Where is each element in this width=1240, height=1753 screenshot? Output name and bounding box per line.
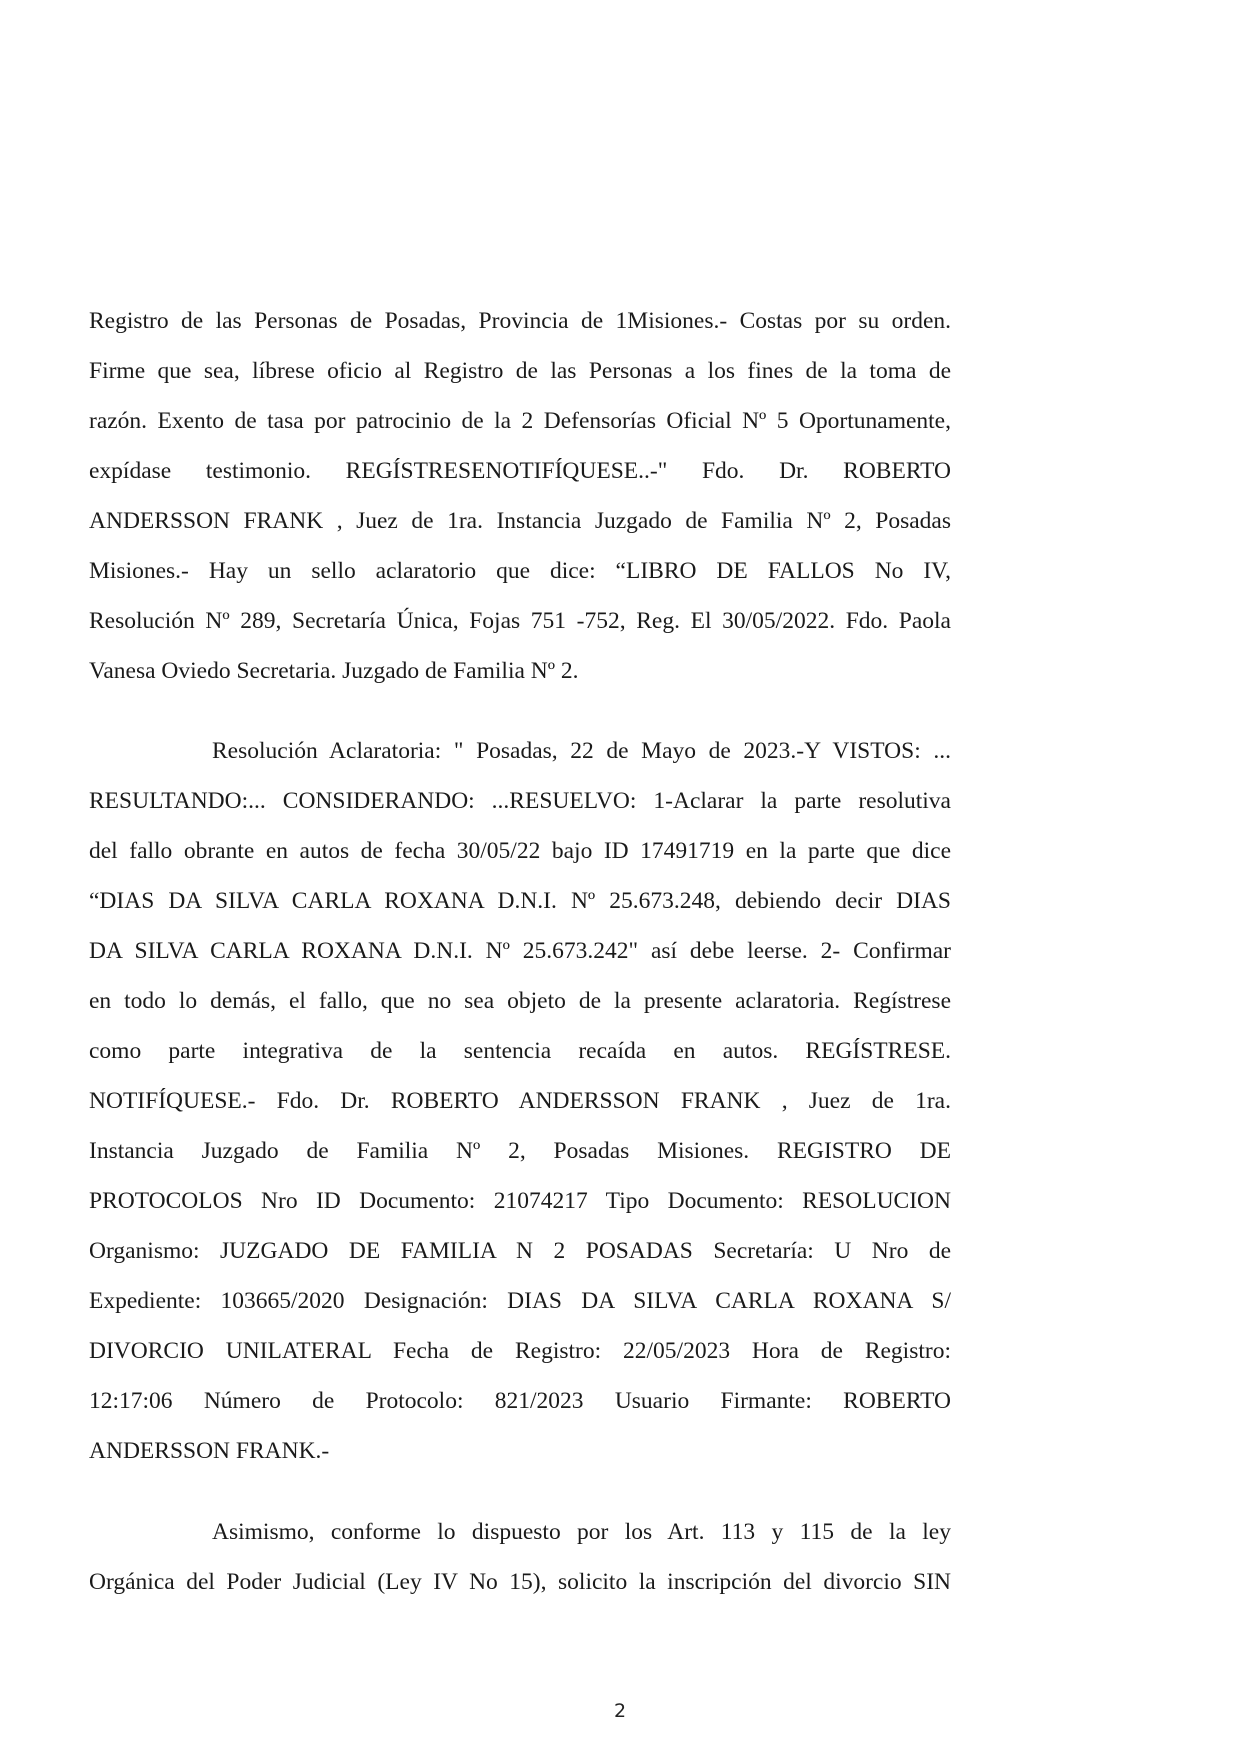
text-line: expídase testimonio. REGÍSTRESENOTIFÍQUESE..-" Fdo. Dr. ROBERTO bbox=[89, 458, 951, 484]
text-line: Expediente: 103665/2020 Designación: DIAS DA SILVA CARLA ROXANA S/ bbox=[89, 1288, 951, 1314]
text-line: Vanesa Oviedo Secretaria. Juzgado de Familia Nº 2. bbox=[89, 658, 579, 684]
text-line: “DIAS DA SILVA CARLA ROXANA D.N.I. Nº 25.673.248, debiendo decir DIAS bbox=[89, 888, 951, 914]
text-line: Orgánica del Poder Judicial (Ley IV No 15), solicito la inscripción del divorcio SIN bbox=[89, 1569, 951, 1595]
text-line: RESULTANDO:... CONSIDERANDO: ...RESUELVO: 1-Aclarar la parte resolutiva bbox=[89, 788, 951, 814]
text-line: Instancia Juzgado de Familia Nº 2, Posadas Misiones. REGISTRO DE bbox=[89, 1138, 951, 1164]
paragraph-request bbox=[89, 1507, 951, 1607]
text-line: Resolución Nº 289, Secretaría Única, Fojas 751 -752, Reg. El 30/05/2022. Fdo. Paola bbox=[89, 608, 951, 634]
text-line: Organismo: JUZGADO DE FAMILIA N 2 POSADAS Secretaría: U Nro de bbox=[89, 1238, 951, 1264]
text-line: Misiones.- Hay un sello aclaratorio que dice: “LIBRO DE FALLOS No IV, bbox=[89, 558, 951, 584]
page-number: 2 bbox=[613, 1700, 627, 1722]
text-line: ANDERSSON FRANK , Juez de 1ra. Instancia Juzgado de Familia Nº 2, Posadas bbox=[89, 508, 951, 534]
text-line: en todo lo demás, el fallo, que no sea objeto de la presente aclaratoria. Regístrese bbox=[89, 988, 951, 1014]
text-line: como parte integrativa de la sentencia recaída en autos. REGÍSTRESE. bbox=[89, 1038, 951, 1064]
text-line: Resolución Aclaratoria: " Posadas, 22 de Mayo de 2023.-Y VISTOS: ... bbox=[212, 738, 951, 764]
text-line: Asimismo, conforme lo dispuesto por los Art. 113 y 115 de la ley bbox=[212, 1519, 951, 1545]
text-line: razón. Exento de tasa por patrocinio de la 2 Defensorías Oficial Nº 5 Oportunamente, bbox=[89, 408, 951, 434]
text-line: 12:17:06 Número de Protocolo: 821/2023 Usuario Firmante: ROBERTO bbox=[89, 1388, 951, 1414]
text-line: ANDERSSON FRANK.- bbox=[89, 1438, 330, 1464]
text-line: NOTIFÍQUESE.- Fdo. Dr. ROBERTO ANDERSSON FRANK , Juez de 1ra. bbox=[89, 1088, 951, 1114]
text-line: DIVORCIO UNILATERAL Fecha de Registro: 22/05/2023 Hora de Registro: bbox=[89, 1338, 951, 1364]
text-line: DA SILVA CARLA ROXANA D.N.I. Nº 25.673.242" así debe leerse. 2- Confirmar bbox=[89, 938, 951, 964]
text-line: del fallo obrante en autos de fecha 30/05/22 bajo ID 17491719 en la parte que dice bbox=[89, 838, 951, 864]
text-line: Registro de las Personas de Posadas, Provincia de 1Misiones.- Costas por su orden. bbox=[89, 308, 951, 334]
text-line: PROTOCOLOS Nro ID Documento: 21074217 Tipo Documento: RESOLUCION bbox=[89, 1188, 951, 1214]
text-line: Firme que sea, líbrese oficio al Registro de las Personas a los fines de la toma de bbox=[89, 358, 951, 384]
paragraph-sentence-transcript bbox=[89, 296, 951, 696]
paragraph-clarifying-resolution bbox=[89, 726, 951, 1476]
